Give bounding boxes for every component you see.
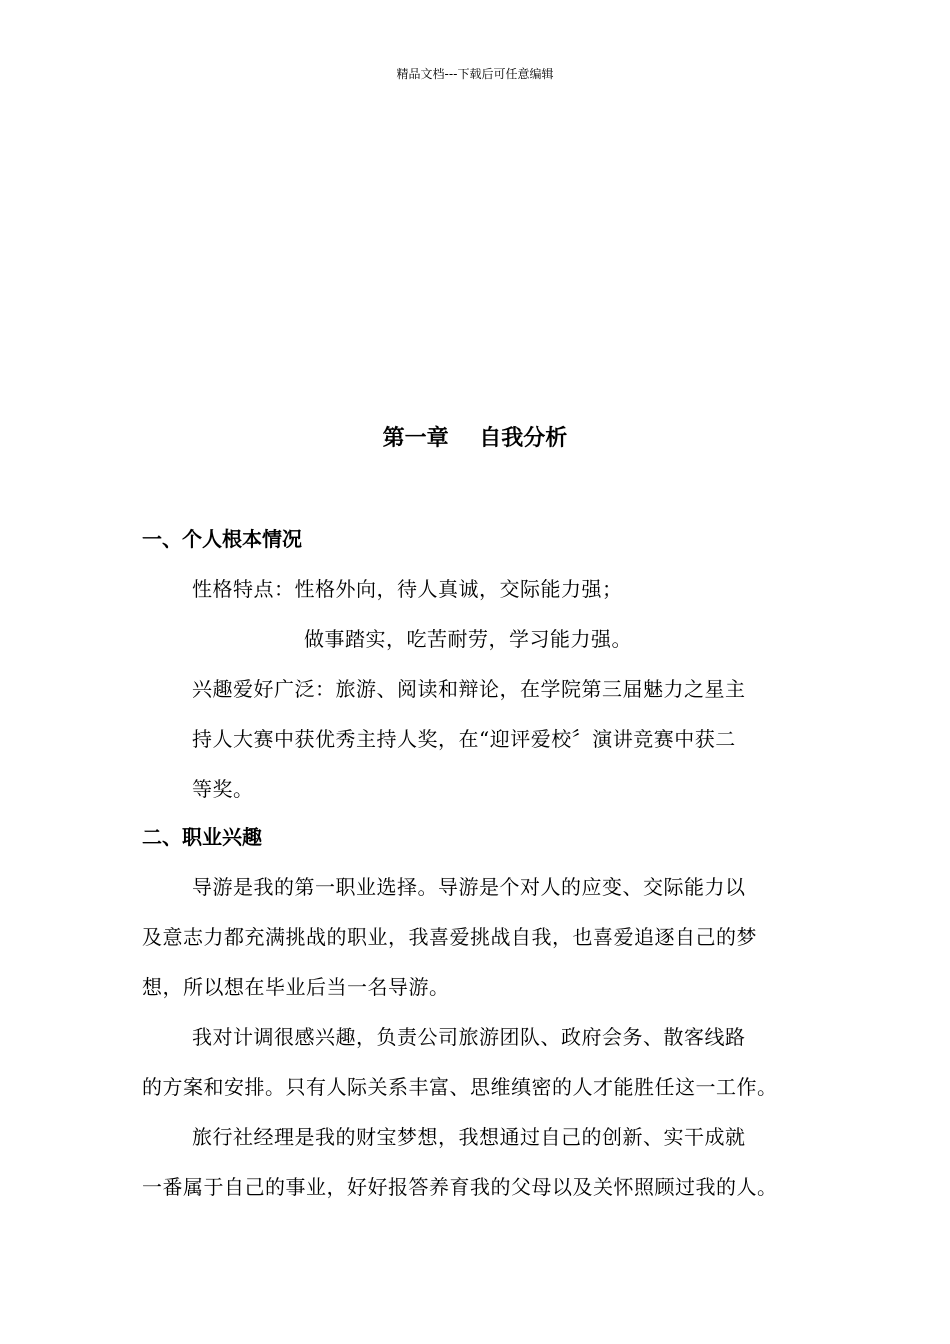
body-line: 我对计调很感兴趣，负责公司旅游团队、政府会务、散客线路 (192, 1025, 746, 1049)
body-line: 导游是我的第一职业选择。导游是个对人的应变、交际能力以 (192, 875, 746, 899)
body-line: 旅行社经理是我的财宝梦想，我想通过自己的创新、实干成就 (192, 1125, 746, 1149)
body-line: 性格特点：性格外向，待人真诚，交际能力强； (192, 577, 623, 601)
body-line: 持人大赛中获优秀主持人奖，在“迎评爱校〞演讲竞赛中获二 (192, 727, 736, 751)
section-heading-career-interest: 二、职业兴趣 (142, 825, 262, 849)
page-header-note: 精品文档---下载后可任意编辑 (396, 67, 554, 81)
body-line: 一番属于自己的事业，好好报答养育我的父母以及关怀照顾过我的人。 (142, 1175, 778, 1199)
chapter-title: 第一章 自我分析 (382, 426, 568, 451)
body-line: 及意志力都充满挑战的职业，我喜爱挑战自我，也喜爱追逐自己的梦 (142, 925, 757, 949)
body-line: 等奖。 (192, 777, 254, 801)
section-heading-personal-info: 一、个人根本情况 (142, 527, 302, 551)
body-line: 做事踏实，吃苦耐劳，学习能力强。 (304, 627, 632, 651)
body-line: 兴趣爱好广泛：旅游、阅读和辩论，在学院第三届魅力之星主 (192, 677, 746, 701)
body-line: 的方案和安排。只有人际关系丰富、思维缜密的人才能胜任这一工作。 (142, 1075, 778, 1099)
body-line: 想，所以想在毕业后当一名导游。 (142, 975, 450, 999)
